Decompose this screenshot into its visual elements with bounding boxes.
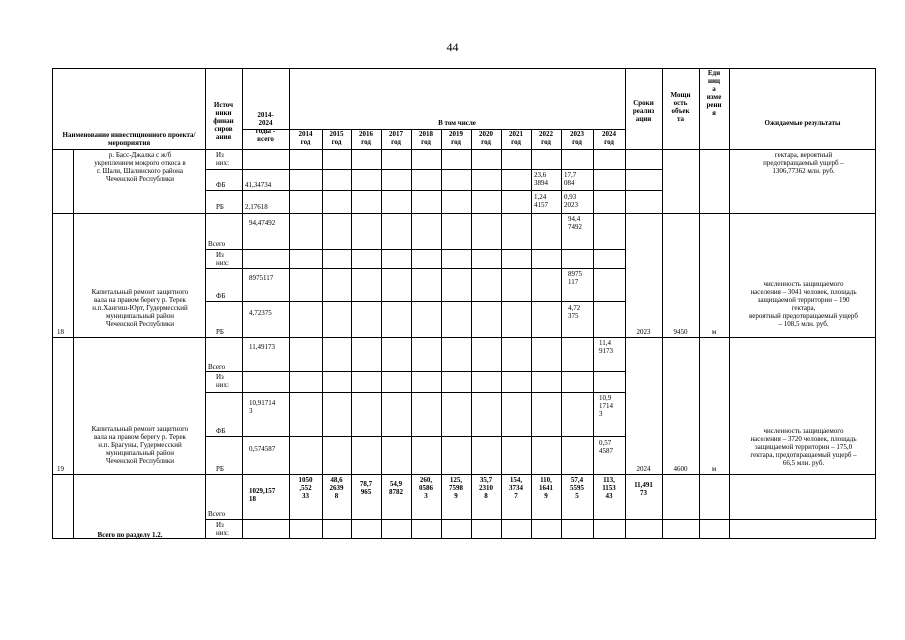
row18-number: 18 — [57, 328, 64, 336]
row19-name: Капитальный ремонт защитного вала на правом берегу р. Терек н.п. Брагуны, Гудермесский муниципальный район Чеченской Республики — [91, 425, 189, 465]
row-divider — [205, 301, 626, 302]
row0-result: гектара, вероятный предотвращаемый ущерб – 1306,77362 млн. руб. — [763, 151, 844, 175]
total-2017: 54,9 8782 — [389, 480, 403, 496]
investment-table — [52, 68, 876, 539]
total-2021: 154, 3734 7 — [509, 476, 523, 500]
row19-all-total: 11,49173 — [249, 343, 275, 351]
row0-rb-total: 2,17618 — [245, 203, 268, 211]
header-incl: В том числе — [438, 119, 476, 127]
total-all: 1029,157 18 — [249, 487, 276, 503]
year-2022: 2022 год — [539, 130, 553, 146]
total-2016: 78,7 965 — [359, 480, 373, 496]
row19-fb-total: 10,91714 3 — [249, 399, 276, 415]
row18-result: численность защищаемого населения – 3041 человек, площадь защищаемой территории – 190 гектара, вероятный предотвращаемый ущерб – 108,5 млн. руб. — [749, 280, 858, 328]
header-total: 2014- 2024 годы - всего — [255, 111, 276, 143]
row-divider — [53, 474, 876, 475]
row-divider — [53, 337, 876, 338]
row-divider — [205, 519, 877, 520]
row18-unit: м — [711, 328, 717, 336]
year-2023: 2023 год — [570, 130, 584, 146]
row-divider — [53, 149, 876, 150]
row-divider — [205, 169, 662, 170]
row18-name: Капитальный ремонт защитного вала на правом берегу р. Терек н.п.Хангиш-Юрт, Гудермесский муниципальный район Чеченской Республики — [91, 288, 189, 328]
row0-name: р. Басс-Джалка с ж/б укреплением мокрого откоса в г. Шали, Шалинского района Чеченской Республики — [94, 151, 186, 183]
row19-power: 4600 — [673, 465, 688, 473]
total-2014: 1050 ,552 33 — [298, 476, 313, 500]
row-divider — [205, 371, 626, 372]
row19-all-2024: 11,4 9173 — [599, 339, 613, 355]
row18-rb-2023: 4,72 375 — [568, 304, 581, 320]
total-2018: 260, 0586 3 — [419, 476, 433, 500]
row19-src-fb: ФБ — [216, 427, 226, 435]
total-2023: 57,4 5595 5 — [570, 476, 584, 500]
year-2017: 2017 год — [389, 130, 403, 146]
row0-fb-2023: 17,7 084 — [564, 171, 577, 187]
total-2022: 110, 1641 9 — [539, 476, 553, 500]
row18-rb-total: 4,72375 — [249, 309, 272, 317]
total-2019: 125, 7598 9 — [449, 476, 463, 500]
row0-src-rb: РБ — [216, 203, 224, 211]
year-2020: 2020 год — [479, 130, 493, 146]
row19-result: численность защищаемого населения – 3720 человек, площадь защищаемой территории – 175,0 гектара, предотвращаемый ущерб – 66,5 млн. руб. — [750, 427, 857, 467]
total-src-all: Всего — [208, 510, 226, 518]
year-2021: 2021 год — [509, 130, 523, 146]
row0-rb-2023: 0,93 2023 — [564, 193, 578, 209]
row19-terms: 2024 — [636, 465, 651, 473]
row0-src-incl: Из них: — [216, 151, 229, 167]
row18-src-rb: РБ — [216, 328, 224, 336]
row19-fb-2024: 10,9 1714 3 — [599, 394, 613, 418]
row18-src-all: Всего — [208, 240, 226, 248]
year-2024: 2024 год — [602, 130, 616, 146]
total-terms: 11,491 73 — [634, 481, 653, 497]
row19-src-all: Всего — [208, 363, 226, 371]
row-divider — [205, 249, 626, 250]
row-divider — [53, 213, 876, 214]
header-source: Источ ники финан сиров ания — [213, 101, 234, 141]
row19-number: 19 — [57, 465, 64, 473]
row-divider — [205, 436, 626, 437]
row18-src-fb: ФБ — [216, 292, 226, 300]
row-divider — [205, 190, 662, 191]
header-name: Наименование инвестиционного проекта/мероприятия — [62, 131, 196, 147]
row0-rb-2022: 1,24 4157 — [534, 193, 548, 209]
year-2014: 2014 год — [298, 130, 313, 146]
col-divider — [729, 69, 730, 539]
header-unit: Еди ниц а изме рени я — [706, 69, 722, 117]
row19-src-incl: Из них: — [216, 373, 229, 389]
year-2018: 2018 год — [419, 130, 433, 146]
row18-fb-total: 8975117 — [249, 274, 274, 282]
row18-src-incl: Из них: — [216, 251, 229, 267]
row-divider — [205, 268, 626, 269]
row0-fb-2022: 23,6 3894 — [534, 171, 548, 187]
total-name: Всего по разделу 1.2. — [97, 531, 163, 539]
row19-rb-2024: 0,57 4587 — [599, 439, 613, 455]
row19-unit: м — [711, 465, 717, 473]
row0-fb-total: 41,34734 — [245, 181, 272, 189]
row19-src-rb: РБ — [216, 465, 224, 473]
total-2015: 48,6 2639 8 — [329, 476, 344, 500]
year-2019: 2019 год — [449, 130, 463, 146]
row0-src-fb: ФБ — [216, 181, 226, 189]
header-terms: Сроки реализ ации — [632, 99, 655, 123]
page-number: 44 — [446, 40, 459, 54]
row19-rb-total: 0,574587 — [249, 445, 276, 453]
total-2024: 113, 1153 43 — [602, 476, 616, 500]
year-2016: 2016 год — [359, 130, 373, 146]
total-2020: 35,7 2310 8 — [479, 476, 493, 500]
col-divider — [73, 149, 74, 539]
row18-terms: 2023 — [636, 328, 651, 336]
year-2015: 2015 год — [329, 130, 344, 146]
row-divider — [205, 392, 626, 393]
header-result: Ожидаемые результаты — [764, 119, 841, 127]
total-src-incl: Из них: — [216, 521, 229, 537]
header-power: Мощн ость объек та — [670, 91, 691, 123]
row18-all-total: 94,47492 — [249, 219, 276, 227]
row18-power: 9450 — [673, 328, 688, 336]
row18-all-2023: 94,4 7492 — [568, 215, 582, 231]
row18-fb-2023: 8975 117 — [568, 270, 582, 286]
